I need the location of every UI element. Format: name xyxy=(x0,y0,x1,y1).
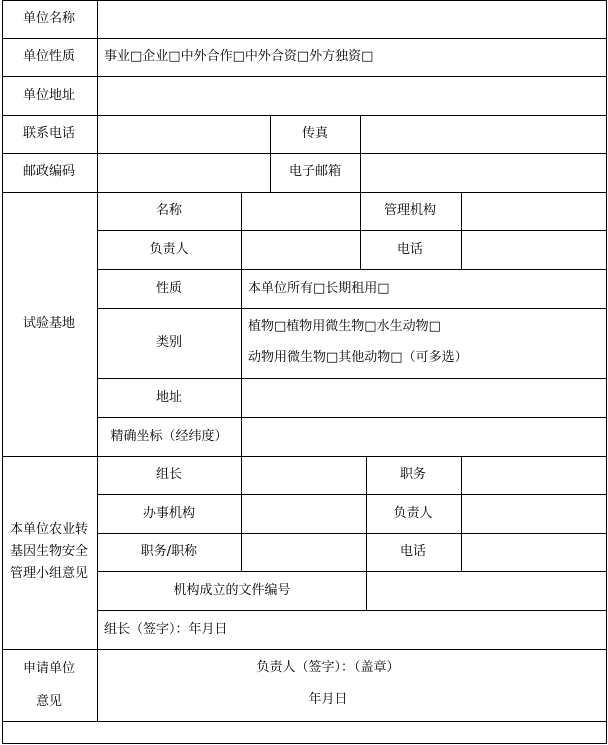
group-person-label: 负责人 xyxy=(393,506,433,521)
base-category-line1: 植物□植物用微生物□水生动物□ xyxy=(248,319,441,334)
unit-address-label: 单位地址 xyxy=(22,88,76,103)
postcode-label: 邮政编码 xyxy=(22,164,76,179)
base-name-label: 名称 xyxy=(155,203,183,218)
base-address-label: 地址 xyxy=(155,390,183,405)
fax-label: 传真 xyxy=(301,126,329,141)
group-section-label-line: 管理小组意见 xyxy=(9,566,88,581)
unit-nature-options: 事业□企业□中外合作□中外合资□外方独资□ xyxy=(104,49,374,64)
group-title-label: 职务/职称 xyxy=(140,544,198,559)
phone-label: 联系电话 xyxy=(22,126,76,141)
applicant-section-label-line: 意见 xyxy=(35,694,62,709)
group-position-label: 职务 xyxy=(399,467,427,482)
group-phone-label: 电话 xyxy=(399,544,427,559)
base-mgmt-org-label: 管理机构 xyxy=(383,203,437,218)
group-section-label-line: 基因生物安全 xyxy=(9,544,88,559)
applicant-sign: 负责人（签字）：（盖章） xyxy=(256,660,400,675)
base-coords-label: 精确坐标（经纬度） xyxy=(110,429,228,444)
applicant-section-label xyxy=(9,652,89,718)
base-person-label: 负责人 xyxy=(149,242,189,257)
base-category-label: 类别 xyxy=(155,335,183,350)
base-nature-options: 本单位所有□长期租用□ xyxy=(248,281,390,296)
group-section-label-line: 本单位农业转 xyxy=(9,522,88,537)
group-leader-sign: 组长（签字）：年月日 xyxy=(104,622,228,637)
base-category-line2: 动物用微生物□其他动物□（可多选） xyxy=(248,350,468,365)
applicant-section-label-line: 申请单位 xyxy=(22,661,75,676)
base-phone-label: 电话 xyxy=(396,242,424,257)
base-section-label: 试验基地 xyxy=(22,316,76,331)
group-section-label xyxy=(9,519,89,585)
unit-nature-label: 单位性质 xyxy=(22,49,76,64)
email-label: 电子邮箱 xyxy=(288,164,342,179)
group-office-label: 办事机构 xyxy=(142,506,196,521)
group-leader-label: 组长 xyxy=(155,467,183,482)
applicant-date: 年月日 xyxy=(308,692,348,707)
unit-name-label: 单位名称 xyxy=(22,11,76,26)
base-nature-label: 性质 xyxy=(155,281,183,296)
group-doc-no-label: 机构成立的文件编号 xyxy=(173,583,291,598)
